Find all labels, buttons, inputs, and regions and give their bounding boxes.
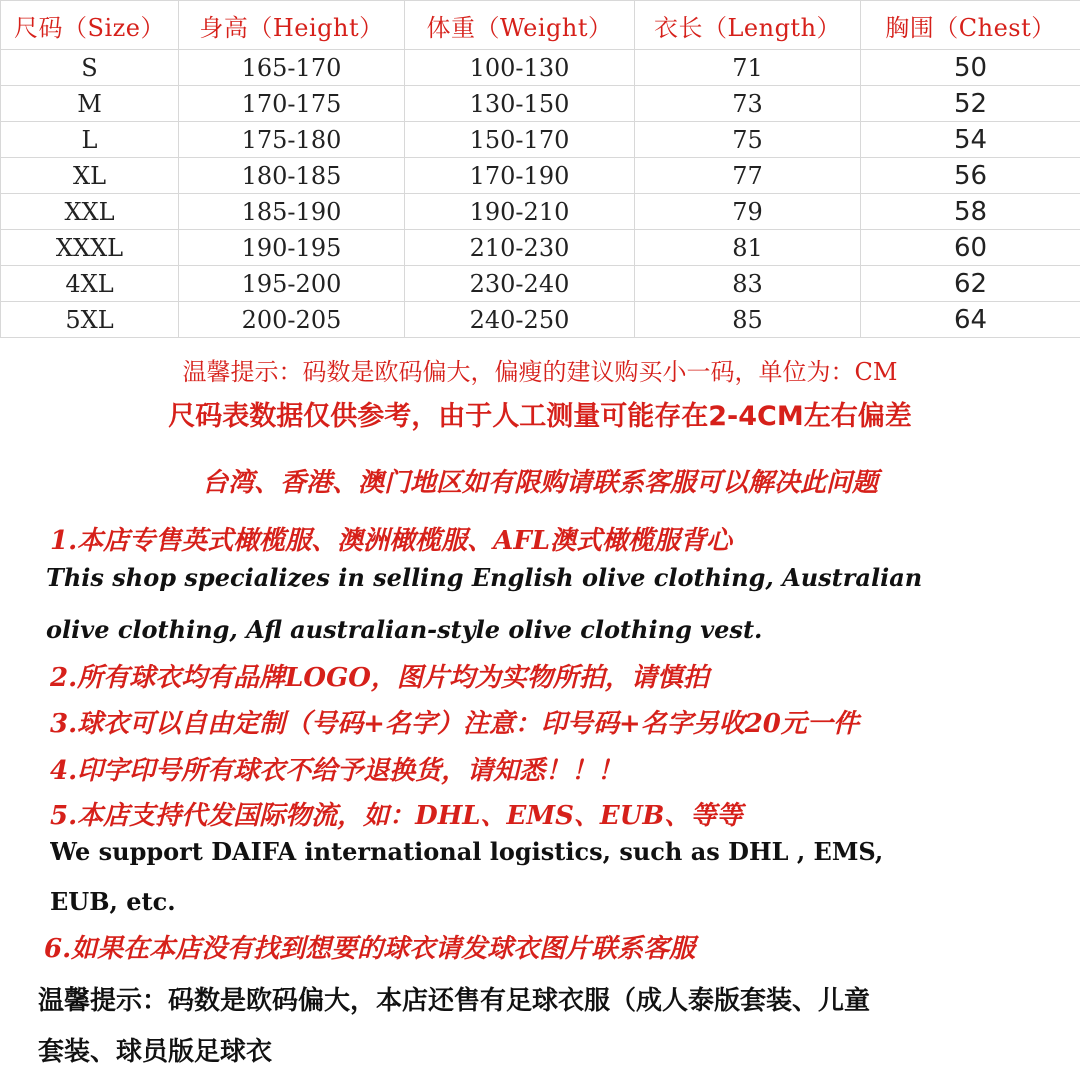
table-row — [1, 50, 1080, 86]
policy-item-2: 2.所有球衣均有品牌LOGO，图片均为实物所拍，请慎拍 — [50, 663, 709, 693]
policy-item-1: 1.本店专售英式橄榄服、澳洲橄榄服、AFL澳式橄榄服背心 — [50, 526, 733, 556]
cell-size: 5XL — [1, 302, 179, 338]
table-row — [1, 194, 1080, 230]
region-notice: 台湾、香港、澳门地区如有限购请联系客服可以解决此问题 — [201, 468, 878, 498]
cell-length: 83 — [635, 266, 861, 302]
header-height: 身高（Height） — [179, 1, 405, 50]
header-length: 衣长（Length） — [635, 1, 861, 50]
cell-height: 170-175 — [179, 86, 405, 122]
cell-height: 175-180 — [179, 122, 405, 158]
cell-chest: 62 — [861, 266, 1080, 302]
policy-item-3: 3.球衣可以自由定制（号码+名字）注意：印号码+名字另收20元一件 — [50, 709, 859, 739]
final-tip-line-2: 套装、球员版足球衣 — [38, 1037, 273, 1067]
header-chest: 胸围（Chest） — [861, 1, 1080, 50]
table-row — [1, 158, 1080, 194]
cell-length: 77 — [635, 158, 861, 194]
policy-item-1-english-line-1: This shop specializes in selling English olive clothing, Australian — [46, 563, 923, 592]
cell-chest: 50 — [861, 50, 1080, 86]
table-row — [1, 266, 1080, 302]
cell-height: 200-205 — [179, 302, 405, 338]
cell-height: 185-190 — [179, 194, 405, 230]
cell-chest: 52 — [861, 86, 1080, 122]
policy-item-6: 6.如果在本店没有找到想要的球衣请发球衣图片联系客服 — [44, 934, 696, 964]
table-row — [1, 122, 1080, 158]
cell-chest: 56 — [861, 158, 1080, 194]
table-row — [1, 230, 1080, 266]
cell-weight: 190-210 — [405, 194, 635, 230]
cell-length: 75 — [635, 122, 861, 158]
cell-height: 190-195 — [179, 230, 405, 266]
cell-chest: 54 — [861, 122, 1080, 158]
size-chart-table — [0, 0, 1080, 338]
policy-item-1-english-line-2: olive clothing, Afl australian-style olive clothing vest. — [46, 615, 763, 644]
header-size: 尺码（Size） — [1, 1, 179, 50]
cell-height: 180-185 — [179, 158, 405, 194]
cell-length: 81 — [635, 230, 861, 266]
cell-height: 165-170 — [179, 50, 405, 86]
size-chart-header-row — [1, 1, 1080, 50]
cell-length: 71 — [635, 50, 861, 86]
cell-size: L — [1, 122, 179, 158]
cell-weight: 210-230 — [405, 230, 635, 266]
policy-item-4: 4.印字印号所有球衣不给予退换货，请知悉！！！ — [50, 756, 624, 786]
cell-size: M — [1, 86, 179, 122]
cell-chest: 64 — [861, 302, 1080, 338]
cell-size: S — [1, 50, 179, 86]
policy-item-5-english-line-1: We support DAIFA international logistics, such as DHL , EMS, — [50, 837, 884, 866]
cell-weight: 230-240 — [405, 266, 635, 302]
policy-item-5-english-line-2: EUB, etc. — [50, 887, 176, 916]
cell-weight: 150-170 — [405, 122, 635, 158]
cell-size: XL — [1, 158, 179, 194]
table-row — [1, 86, 1080, 122]
cell-size: XXXL — [1, 230, 179, 266]
cell-weight: 240-250 — [405, 302, 635, 338]
header-weight: 体重（Weight） — [405, 1, 635, 50]
cell-size: 4XL — [1, 266, 179, 302]
table-row — [1, 302, 1080, 338]
cell-length: 85 — [635, 302, 861, 338]
cell-chest: 60 — [861, 230, 1080, 266]
cell-weight: 130-150 — [405, 86, 635, 122]
cell-chest: 58 — [861, 194, 1080, 230]
cell-size: XXL — [1, 194, 179, 230]
cell-length: 79 — [635, 194, 861, 230]
final-tip-line-1: 温馨提示：码数是欧码偏大，本店还售有足球衣服（成人泰版套装、儿童 — [38, 986, 871, 1016]
policy-item-5: 5.本店支持代发国际物流，如：DHL、EMS、EUB、等等 — [50, 801, 743, 831]
size-tip-notice: 温馨提示：码数是欧码偏大，偏瘦的建议购买小一码，单位为：CM — [182, 358, 898, 386]
measurement-disclaimer: 尺码表数据仅供参考，由于人工测量可能存在2-4CM左右偏差 — [168, 401, 912, 432]
cell-weight: 170-190 — [405, 158, 635, 194]
cell-length: 73 — [635, 86, 861, 122]
cell-height: 195-200 — [179, 266, 405, 302]
cell-weight: 100-130 — [405, 50, 635, 86]
